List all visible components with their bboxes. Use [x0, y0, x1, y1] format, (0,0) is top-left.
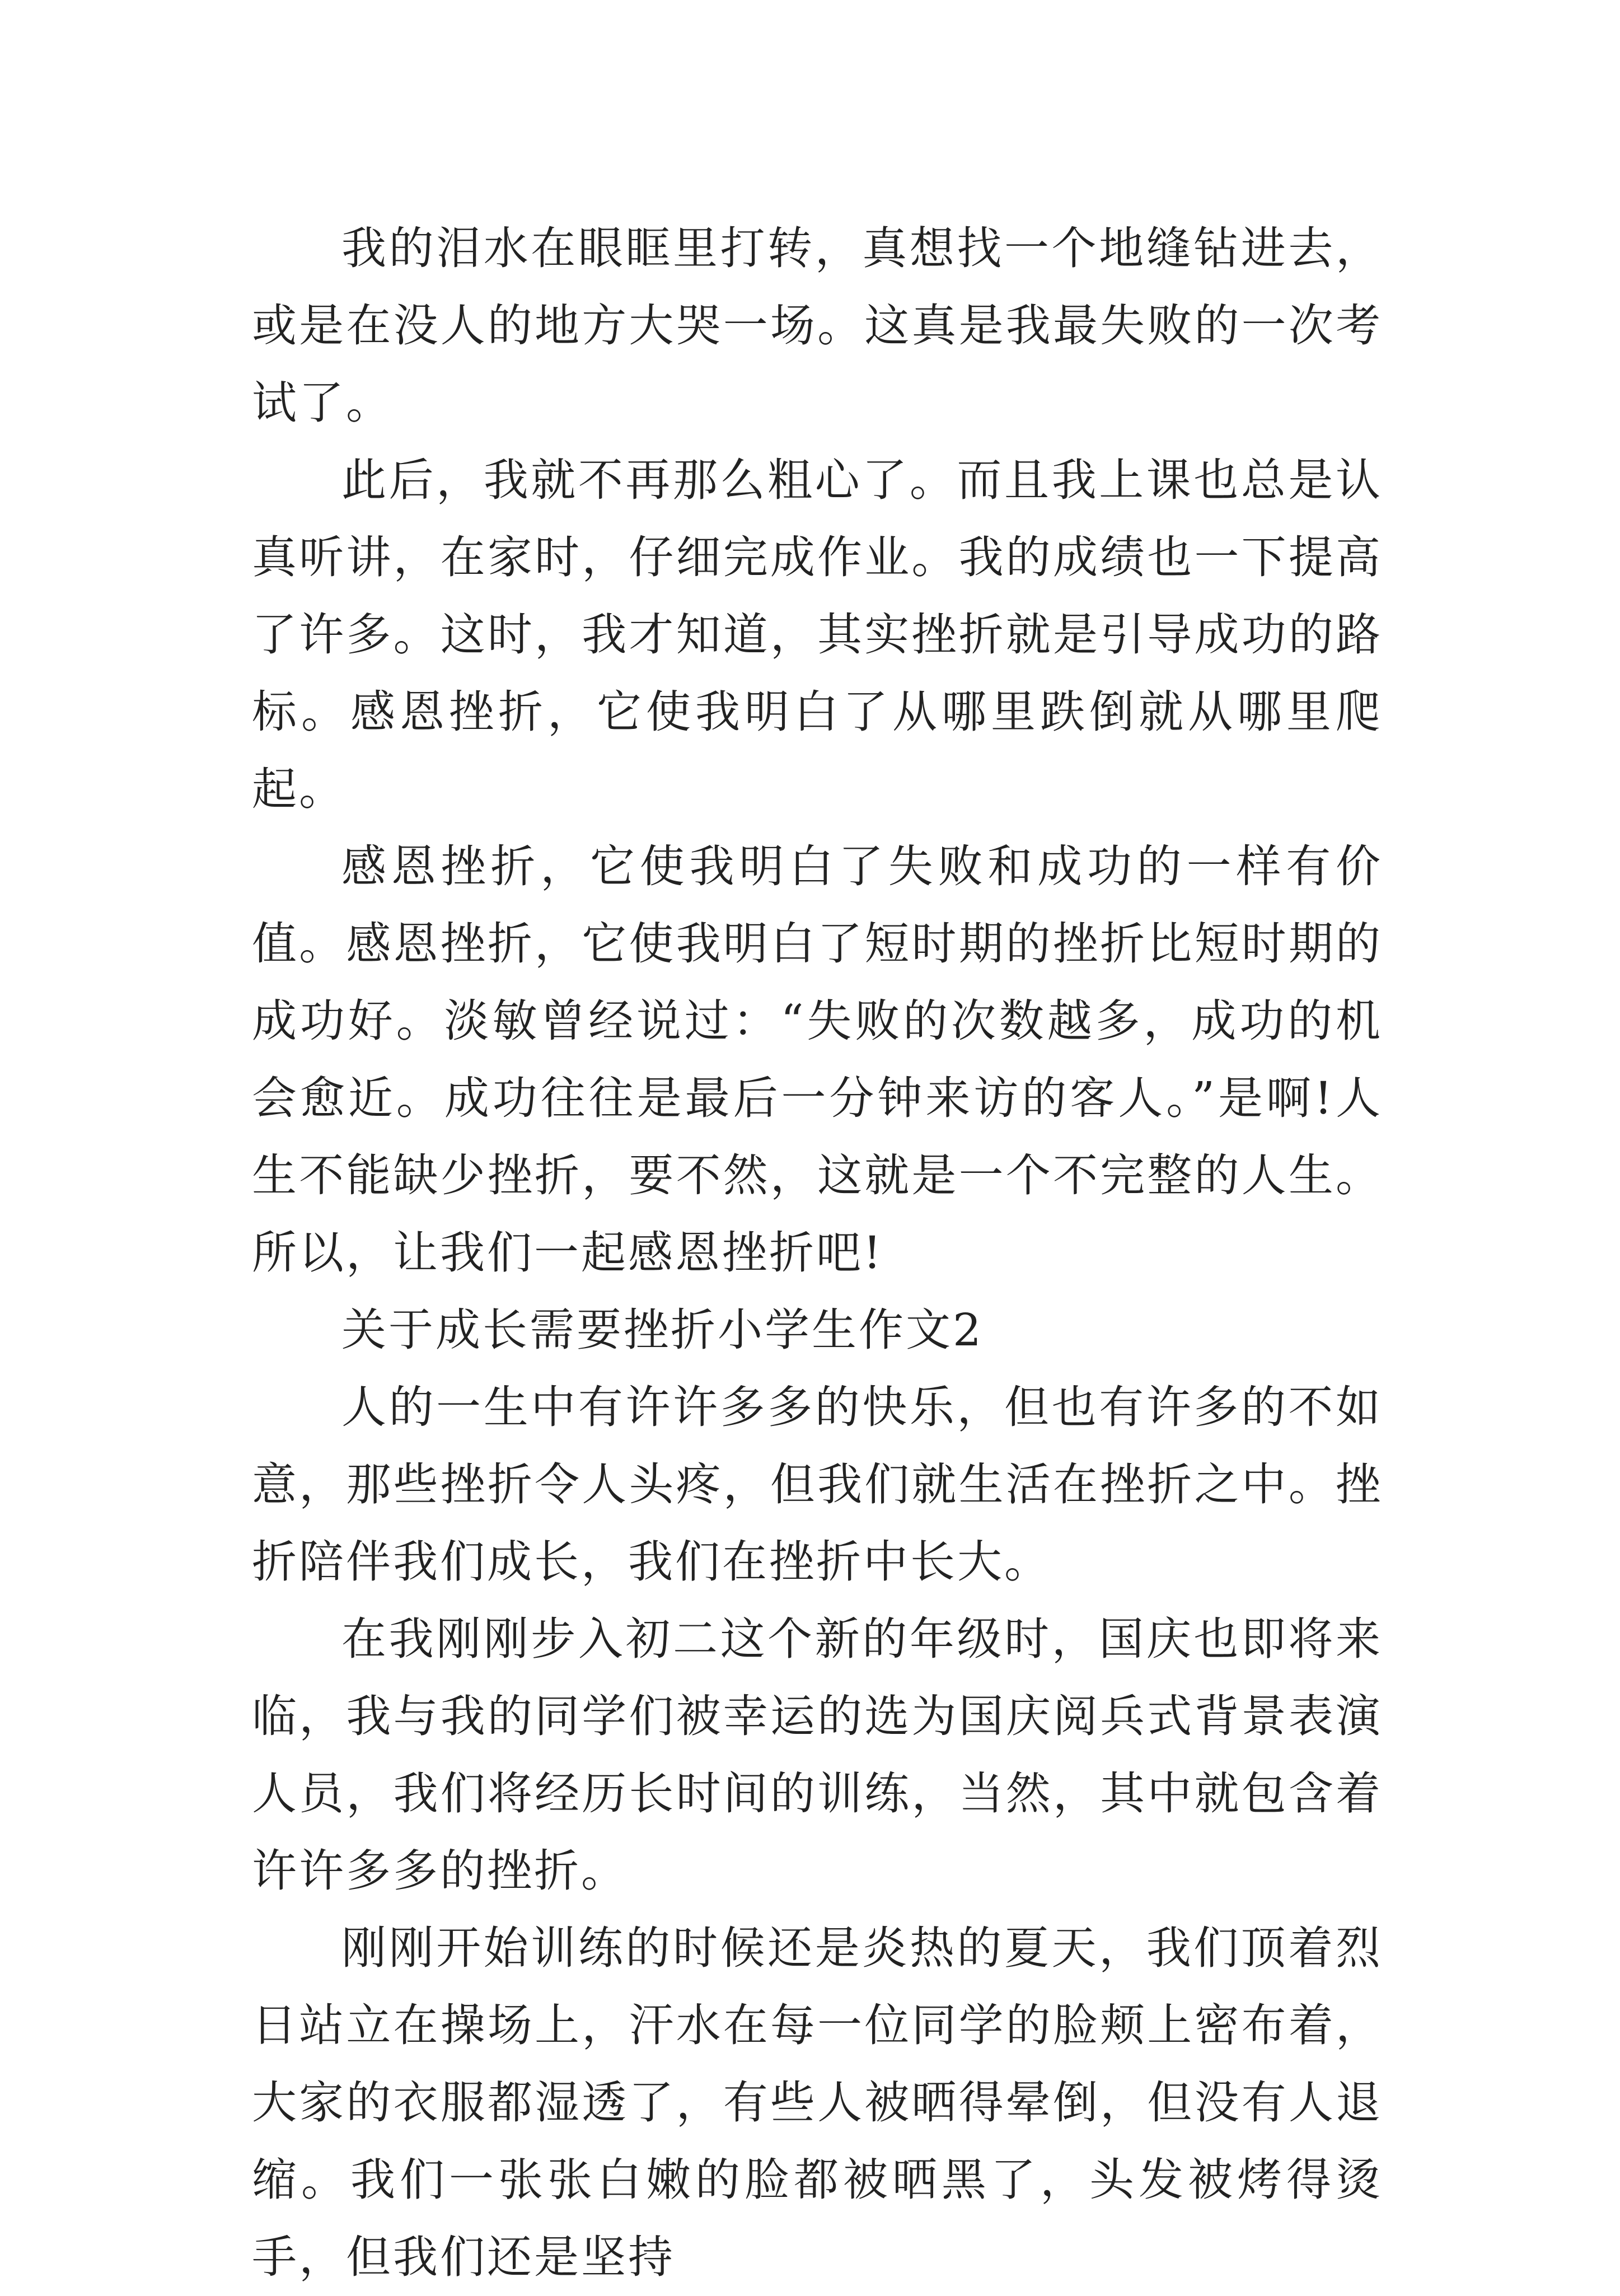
- paragraph-3: 感恩挫折，它使我明白了失败和成功的一样有价值。感恩挫折，它使我明白了短时期的挫折比短时期的成功好。淡敏曾经说过：“失败的次数越多，成功的机会愈近。成功往往是最后一分钟来访的客人。”是啊!人生不能缺少挫折，要不然，这就是一个不完整的人生。所以，让我们一起感恩挫折吧!: [252, 840, 1383, 1279]
- paragraph-1: 我的泪水在眼眶里打转，真想找一个地缝钻进去，或是在没人的地方大哭一场。这真是我最失败的一次考试了。: [252, 222, 1383, 429]
- paragraph-5: 在我刚刚步入初二这个新的年级时，国庆也即将来临，我与我的同学们被幸运的选为国庆阅兵式背景表演人员，我们将经历长时间的训练，当然，其中就包含着许许多多的挫折。: [252, 1613, 1383, 1897]
- paragraph-2: 此后，我就不再那么粗心了。而且我上课也总是认真听讲，在家时，仔细完成作业。我的成绩也一下提高了许多。这时，我才知道，其实挫折就是引导成功的路标。感恩挫折，它使我明白了从哪里跌倒就从哪里爬起。: [252, 454, 1383, 815]
- paragraph-4: 人的一生中有许许多多的快乐，但也有许多的不如意，那些挫折令人头疼，但我们就生活在挫折之中。挫折陪伴我们成长，我们在挫折中长大。: [252, 1381, 1383, 1588]
- paragraph-6: 刚刚开始训练的时候还是炎热的夏天，我们顶着烈日站立在操场上，汗水在每一位同学的脸颊上密布着，大家的衣服都湿透了，有些人被晒得晕倒，但没有人退缩。我们一张张白嫩的脸都被晒黑了，头发被烤得烫手，但我们还是坚持: [252, 1922, 1383, 2283]
- document-body: [252, 210, 1383, 2296]
- section-heading: 关于成长需要挫折小学生作文2: [341, 1304, 984, 1356]
